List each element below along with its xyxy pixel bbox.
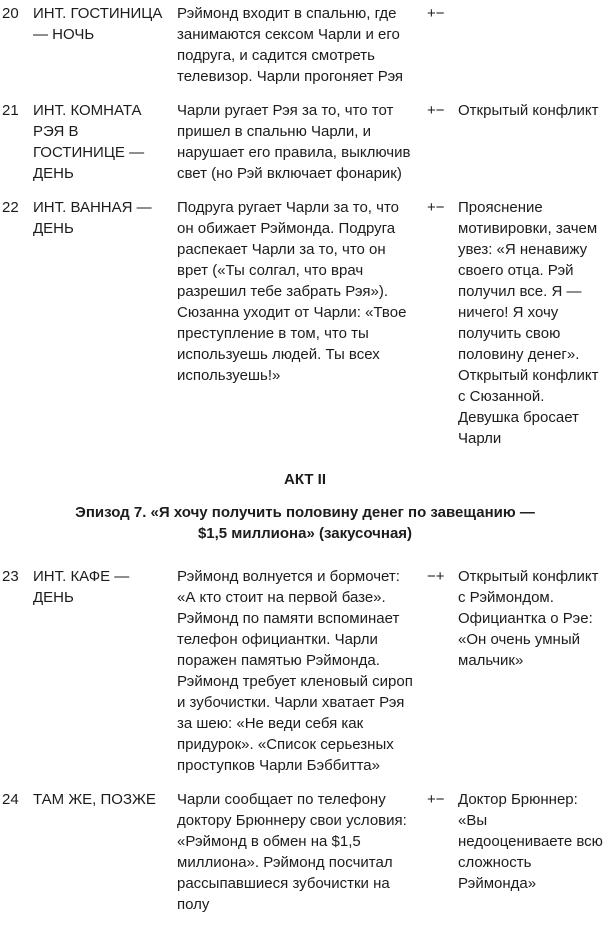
episode-heading: Эпизод 7. «Я хочу получить половину денег по завещанию — $1,5 миллиона» (закусочная): [75, 504, 535, 542]
scene-description: Рэймонд входит в спальню, где занимаются сексом Чарли и его подруга, и садится смотреть телевизор. Чарли прогоняет Рэя: [177, 5, 404, 85]
scene-row-22: [2, 197, 608, 449]
scene-row-20: [2, 3, 608, 87]
scene-location: ИНТ. КОМНАТА РЭЯ В ГОСТИНИЦЕ — ДЕНЬ: [33, 102, 145, 182]
scene-location: ТАМ ЖЕ, ПОЗЖЕ: [33, 791, 156, 808]
scene-number: 20: [2, 5, 19, 22]
act-heading: АКТ II: [283, 471, 327, 488]
scene-location: ИНТ. КАФЕ — ДЕНЬ: [33, 568, 130, 606]
scene-description: Подруга ругает Чарли за то, что он обижает Рэймонда. Подруга распекает Чарли за то, что он врет («Ты солгал, что врач разрешил тебе забрать Рэя»). Сюзанна уходит от Чарли: «Твое преступление в том, что ты используешь людей. Ты всех используешь!»: [177, 199, 407, 384]
scene-rows-bottom: [2, 566, 608, 915]
scene-number: 21: [2, 102, 19, 119]
scene-notes: Прояснение мотивировки, зачем увез: «Я ненавижу своего отца. Рэй получил все. Я — ничего! Я хочу получить свою половину денег». Открытый конфликт с Сюзанной. Девушка бросает Чарли: [458, 199, 599, 447]
scene-location: ИНТ. ВАННАЯ — ДЕНЬ: [33, 199, 152, 237]
scene-mark: +−: [427, 102, 445, 119]
scene-number: 24: [2, 791, 19, 808]
scene-number: 22: [2, 199, 19, 216]
scene-mark: +−: [427, 791, 445, 808]
scene-notes: [458, 3, 608, 87]
scene-number: 23: [2, 568, 19, 585]
scene-description: Рэймонд волнуется и бормочет: «А кто стоит на первой базе». Рэймонд по памяти вспоминает телефон официантки. Чарли поражен памятью Рэймонда. Рэймонд требует кленовый сироп и зубочистки. Чарли хватает Рэя за шею: «Не веди себя как придурок». «Список серьезных проступков Чарли Бэббитта»: [177, 568, 413, 774]
scene-rows-top: [2, 3, 608, 449]
scene-mark: −+: [427, 568, 445, 585]
scene-mark: +−: [427, 199, 445, 216]
scene-notes: Открытый конфликт с Рэймондом. Официантка о Рэе: «Он очень умный мальчик»: [458, 568, 599, 669]
scene-description: Чарли ругает Рэя за то, что тот пришел в спальню Чарли, и нарушает его правила, выключив свет (но Рэй включает фонарик): [177, 102, 411, 182]
scene-notes: Доктор Брюннер: «Вы недооцениваете всю сложность Рэймонда»: [458, 791, 603, 892]
scene-row-21: [2, 100, 608, 184]
scene-notes: Открытый конфликт: [458, 102, 599, 119]
scene-row-23: [2, 566, 608, 776]
scene-description: Чарли сообщает по телефону доктору Брюннеру свои условия: «Рэймонд в обмен на $1,5 миллиона». Рэймонд посчитал рассыпавшиеся зубочистки на полу: [177, 791, 407, 913]
scene-row-24: [2, 789, 608, 915]
scene-mark: +−: [427, 5, 445, 22]
scene-location: ИНТ. ГОСТИНИЦА — НОЧЬ: [33, 5, 163, 43]
